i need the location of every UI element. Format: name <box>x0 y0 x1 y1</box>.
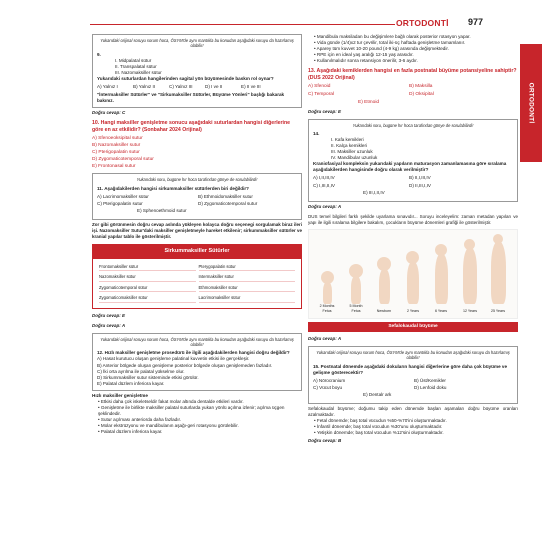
age-label: Newborn <box>376 308 392 313</box>
age-label: 2 Years <box>407 308 419 313</box>
table-title: Sirkummaksiller Sütürler <box>93 245 301 258</box>
age-label: 12 Years <box>463 308 477 313</box>
bullet-list <box>92 399 302 435</box>
options <box>97 84 297 90</box>
list-item: • İnfantil dönemde; baş total vücudun %30'unu oluşturmaktadır. <box>314 424 443 430</box>
page-number: 977 <box>468 17 484 27</box>
option: D) Oksipital <box>409 91 434 97</box>
question-box-12 <box>92 333 302 391</box>
question-stem: 15. Postnatal dönemde aşağıdaki dokuların hangisi diğerlerine göre daha çok büyüme ve gelişme gösterecektir? <box>313 363 508 375</box>
list-item: • Palatal düzlem inferiora kayar. <box>98 429 163 435</box>
header-rule <box>90 24 395 25</box>
table-cell: Zygomaticomaksiller sütur <box>99 295 196 303</box>
figure-body <box>323 282 332 304</box>
list-item: II. Kalça kemikleri <box>331 143 367 149</box>
age-label: 25 Years <box>491 308 505 313</box>
option: A) Nörocranium <box>313 377 346 383</box>
age-label: 2 Months Fetus <box>319 304 335 313</box>
option: D) I ve II <box>205 84 223 90</box>
options <box>313 378 513 398</box>
options <box>92 136 302 171</box>
explanation: Zor gibi görünmesin doğru cevap aslında yükleyen kolayca doğru seçenegi sorgulamak biraz ileri işi. Nazomaksiller Sutur'daki maksiller genişletmeyle hareket etkilenir; sirkummaksiller sütürler ve kranial yapılar tablo ile gösterilmiştir. <box>92 222 302 240</box>
question-note: Yukarıdaki orijinal soruyu sorum hoca, ÖSYM'de aynı mantıkla bu konudan aşağıdaki soruyu da hazırlamış olabilir! <box>100 336 294 348</box>
list-item: • Fetal dönemde; baş total vücudun %50-%70'ini oluşturmaktadır. <box>314 418 447 424</box>
question-note: "İntermaksiller Sütürler" ve "Sirkumaksiller Sütürler, Büyüme Yönleri" başlığı bakarak bakınız. <box>97 92 285 104</box>
side-tab <box>520 44 542 162</box>
option: B) Anterior bölgede oluşan genişleme posterior bölgede oluşan genişlemeden fazladır. <box>97 362 273 368</box>
answer: Doğru cevap: E <box>92 312 126 318</box>
option: E) Etmoid <box>358 99 380 105</box>
page-header <box>0 10 550 30</box>
option: B) Nazomaksiller sutur <box>92 142 141 148</box>
option: A) I,II,III,IV <box>313 175 335 181</box>
option: C) Pterigopalatin sutur <box>92 149 140 155</box>
question-stem: 11. Aşağıdakilerden hangisi sirkummaksiller sütürlerden biri değildir? <box>97 185 249 191</box>
list-item: • RPE için en ideal yaş aralığı 12-15 yaş arasıdır. <box>314 52 414 58</box>
answer: Doğru cevap: E <box>308 108 342 114</box>
option: C) Temporal <box>308 91 335 97</box>
option: E) Palatal düzlem inferiora kayar. <box>97 380 165 386</box>
table-cell: Zygomaticotemporal sütur <box>99 285 196 293</box>
figure-body <box>351 276 361 304</box>
question-note: Yukarıdaki soru, bugüne hır hoca tarafından gönye de sorulabilirdi! <box>352 122 474 128</box>
answer: Doğru cevap: A <box>308 203 342 209</box>
option: B) Ethmoidomaksiller sutur <box>198 193 253 199</box>
option: B) Yalnız II <box>133 84 156 90</box>
option: A) Hasat kurutucu oluşan genişleme palatinal kuvvetin etkisi ile gerçekleşir. <box>97 356 250 362</box>
table-body <box>93 259 301 308</box>
option: E) Sphenoethmoid sutur <box>137 208 187 214</box>
list-item: • Aparey tüm kuvvet 10-20 pound (4-9 kg) arasında değişmektedir. <box>314 46 449 52</box>
list-item: • Yetişkin dönemde; baş total vücudun %12'sini oluşturmaktadır. <box>314 430 444 436</box>
question-note: Yukarıdaki orijinal soruyu sorum hoca, ÖSYM'de aynı mantıkla bu konudan aşağıdaki soruyu da hazırlamış olabilir! <box>316 349 510 361</box>
list-item: • Etkisi daha çok iskeletseldir fakat molar altında dentalde etkileri vardır. <box>98 398 244 404</box>
age-label: 6 Years <box>435 308 447 313</box>
question-box-14 <box>308 119 518 202</box>
option: A) Yalnız I <box>97 84 118 90</box>
list-item: I. Kafa kemikleri <box>331 137 364 143</box>
right-column <box>308 34 518 448</box>
options <box>308 84 518 107</box>
option: A) Sfenoid <box>308 83 331 89</box>
question-stem: 12. Hızlı maksiller genişletme prosedürü ile ilgili aşağıdakilerden hangisi doğru değildir? <box>97 350 290 356</box>
question-stem: 13. Aşağıdaki kemiklerden hangisi en fazla postnatal büyüme potansiyeline sahiptir? (DUS 2022 Orijinal) <box>308 68 517 82</box>
header-title: ORTODONTİ <box>396 18 449 28</box>
figure-caption: Sefalokaudal büyüme <box>308 322 518 332</box>
table-cell: Intermaksiller sütur <box>199 274 296 282</box>
option: C) İki orta ayrılma ile palatal yükselme olur. <box>97 368 185 374</box>
question-stem: Kraniofasiyal kompleksin yukarıdaki yapıların maturasyon zamanlamasına göre sıralama aşağıdakilerden hangisinde doğru olarak verilmiştir? <box>313 161 507 173</box>
question-number: 9. <box>97 51 101 57</box>
list-item: II. Transpalatal sütur <box>115 63 157 69</box>
list-item: • Molar ekstrüzyonu ve mandibulanın aşağı-geri rotasyonu görülebilir. <box>98 423 239 429</box>
option: E) III,I,II,IV <box>363 189 385 195</box>
answer: Doğru cevap: A <box>308 336 342 342</box>
list-item: • Genişletme ile birlikte maksiller palatal suturlarda yukarı yönlü açılma izlenir; açılma üçgen şeklindedir. <box>98 404 285 416</box>
bullet-list <box>308 34 518 64</box>
figure-body <box>491 242 506 304</box>
age-label: 5 Month Fetus <box>349 304 363 313</box>
option: A) Sfenoeoksipital sutur <box>92 135 143 141</box>
figure-head <box>406 251 419 264</box>
answer: Doğru cevap: A <box>92 322 126 328</box>
option: E) II ve III <box>241 84 261 90</box>
explanation: DUS temel bilgileri farklı şekilde uyarlama sınavıdır... Soruyu inceleyelim: zaman metadan yapıları ve yapı ile ilgili sıralama bilgilere bakalım, çocukların büyüme dönemleri grafiği ile gösterilmiştir. <box>308 213 518 225</box>
item-list <box>115 58 297 76</box>
list-item: • Sutur açılması anteriorda daha fazladır. <box>98 417 182 423</box>
question-note: Yukarıdaki soru, bugüne hır hoca tarafından gönye de sorulabilirdi! <box>136 177 258 183</box>
option: D) Lenfoid doku <box>414 384 447 390</box>
side-tab-label: ORTODONTİ <box>527 82 535 124</box>
option: D) Zygomaticotemporal sutur <box>198 201 258 206</box>
option: D) Sirkummaksiller sutur sisteminde etkisi görülür. <box>97 374 199 380</box>
option: A) Lacrimomaksiller sütur <box>97 193 149 199</box>
option: B) Maksilla <box>409 83 433 89</box>
answer: Doğru cevap: B <box>308 438 342 444</box>
table-cell: Pterygopalatin sütur <box>199 264 296 272</box>
option: C) I,III,II,IV <box>313 182 335 188</box>
option: D) II,III,I,IV <box>409 182 431 188</box>
list-item: IV. Mandibular uzunluk <box>331 155 378 161</box>
option: D) Zygomaticotemporal sutur <box>92 156 154 162</box>
table-cell: Ethmomaksiller sütur <box>199 285 296 293</box>
table-cell: Nazomaksiller sütur <box>99 274 196 282</box>
options <box>313 175 513 195</box>
answer: Doğru cevap: C <box>92 110 126 116</box>
list-item: III. Nazomaksiller sütur <box>115 69 162 75</box>
figure-body <box>463 248 477 304</box>
option: C) Yalnız III <box>169 84 193 90</box>
question-stem: 10. Hangi maksiller genişletme sonucu aşağıdaki suturlardan hangisi diğerlerine göre en az etkilidir? (Sonbahar 2024 Orijinal) <box>92 120 291 133</box>
figure-body <box>379 269 390 304</box>
question-box-11 <box>92 173 302 220</box>
figure-head <box>349 264 363 278</box>
question-stem: Yukarıdaki suturlardan hangilerinden sagital yön büyümesinde baskın rol oynar? <box>97 76 274 82</box>
figure-head <box>464 239 475 250</box>
item-list <box>331 137 513 161</box>
question-note: Yukarıdaki orijinal soruyu sorum hoca, ÖSYM'de aynı mantıkla bu konudan aşağıdaki soruyu da hazırlamış olabilir! <box>100 38 294 49</box>
option: B) II,I,III,IV <box>409 175 431 181</box>
option: B) Üst/Kemikler <box>414 377 446 383</box>
option: E) Frontonasal sutur <box>92 163 136 169</box>
sutures-table <box>92 244 302 308</box>
section-title: Hızlı maksiller genişletme <box>92 392 148 398</box>
list-item: I. Midpalatal sütur <box>115 57 152 63</box>
question-box-15 <box>308 346 518 404</box>
figure-head <box>435 244 447 256</box>
list-item: • Kullanılmalıdır sonra retansiyon önerilir, 3-6 aydır. <box>314 58 418 64</box>
figure-body <box>407 262 419 304</box>
figure-head <box>493 234 503 244</box>
figure-head <box>377 257 391 271</box>
figure-head <box>321 271 334 284</box>
option: C) Pterigopalatin sutur <box>97 201 143 206</box>
figure-body <box>435 254 448 304</box>
table-cell: Frontomaksiller sütur <box>99 264 196 272</box>
table-cell: Lacrimomaksiller sütur <box>199 295 296 303</box>
question-number: 14. <box>313 131 320 136</box>
option: E) Dentalr ark <box>363 391 392 397</box>
list-item: III. Maksiller uzunluk <box>331 149 373 155</box>
explanation: Sefalokaudal büyüme; doğumu takip eden dönemde başlan aşamaları doğru büyüme oranları azalmaktadır. <box>308 406 518 418</box>
list-item: • Mandibula maksiladan bu değişimlere bağlı olarak posterior rotasyon yapar. <box>314 34 471 39</box>
option: C) Vücut boyu <box>313 384 343 390</box>
options <box>97 194 297 214</box>
left-column <box>92 34 302 435</box>
growth-figure <box>308 229 518 319</box>
list-item: • Vida günde (1/4)x2 tur çevrilir, total iki-üç haftada genişletme tamamlanır. <box>314 40 466 46</box>
bullet-list <box>308 418 518 436</box>
question-box-9 <box>92 34 302 108</box>
